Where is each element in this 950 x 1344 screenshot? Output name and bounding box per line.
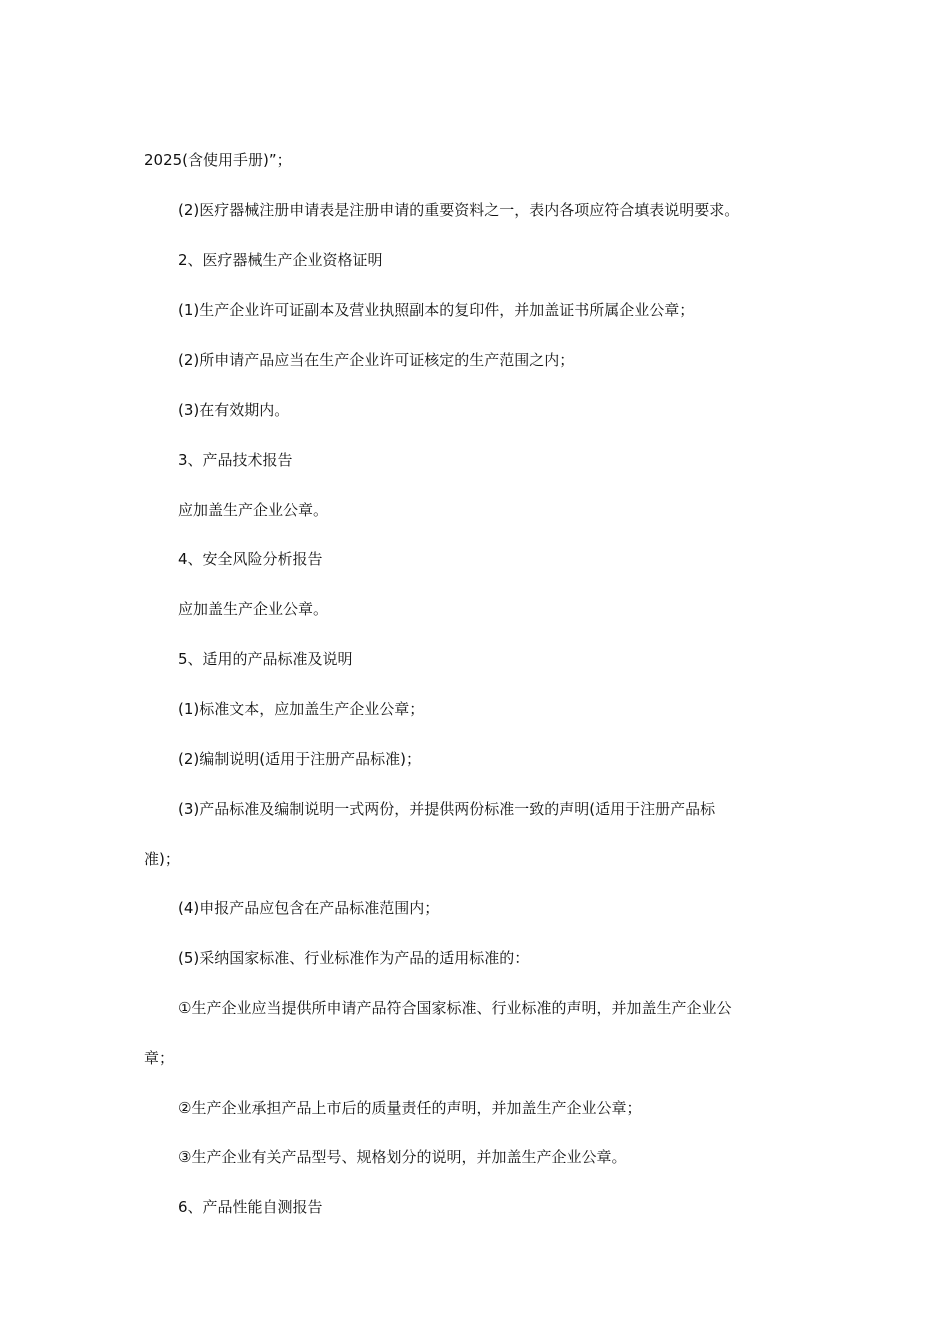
paragraph-line: 2025(含使用手册)”； — [144, 151, 292, 169]
paragraph-line: ③生产企业有关产品型号、规格划分的说明，并加盖生产企业公章。 — [178, 1148, 627, 1166]
paragraph-line: (2)所申请产品应当在生产企业许可证核定的生产范围之内； — [178, 351, 575, 369]
paragraph-line: ①生产企业应当提供所申请产品符合国家标准、行业标准的声明，并加盖生产企业公 — [178, 999, 732, 1017]
paragraph-line: (3)在有效期内。 — [178, 401, 290, 419]
paragraph-line: 应加盖生产企业公章。 — [178, 501, 329, 519]
paragraph-line: ②生产企业承担产品上市后的质量责任的声明，并加盖生产企业公章； — [178, 1099, 642, 1117]
paragraph-line: 章； — [144, 1049, 175, 1067]
paragraph-line: (1)生产企业许可证副本及营业执照副本的复印件，并加盖证书所属企业公章； — [178, 301, 695, 319]
paragraph-line: (3)产品标准及编制说明一式两份，并提供两份标准一致的声明(适用于注册产品标 — [178, 800, 716, 818]
section-heading: 2、医疗器械生产企业资格证明 — [178, 251, 383, 269]
paragraph-line: 准)； — [144, 850, 180, 868]
paragraph-line: 应加盖生产企业公章。 — [178, 600, 329, 618]
section-heading: 6、产品性能自测报告 — [178, 1198, 323, 1216]
section-heading: 4、安全风险分析报告 — [178, 550, 323, 568]
section-heading: 5、适用的产品标准及说明 — [178, 650, 353, 668]
paragraph-line: (2)医疗器械注册申请表是注册申请的重要资料之一，表内各项应符合填表说明要求。 — [178, 201, 740, 219]
paragraph-line: (1)标准文本，应加盖生产企业公章； — [178, 700, 425, 718]
section-heading: 3、产品技术报告 — [178, 451, 293, 469]
paragraph-line: (5)采纳国家标准、行业标准作为产品的适用标准的： — [178, 949, 530, 967]
paragraph-line: (2)编制说明(适用于注册产品标准)； — [178, 750, 421, 768]
paragraph-line: (4)申报产品应包含在产品标准范围内； — [178, 899, 440, 917]
